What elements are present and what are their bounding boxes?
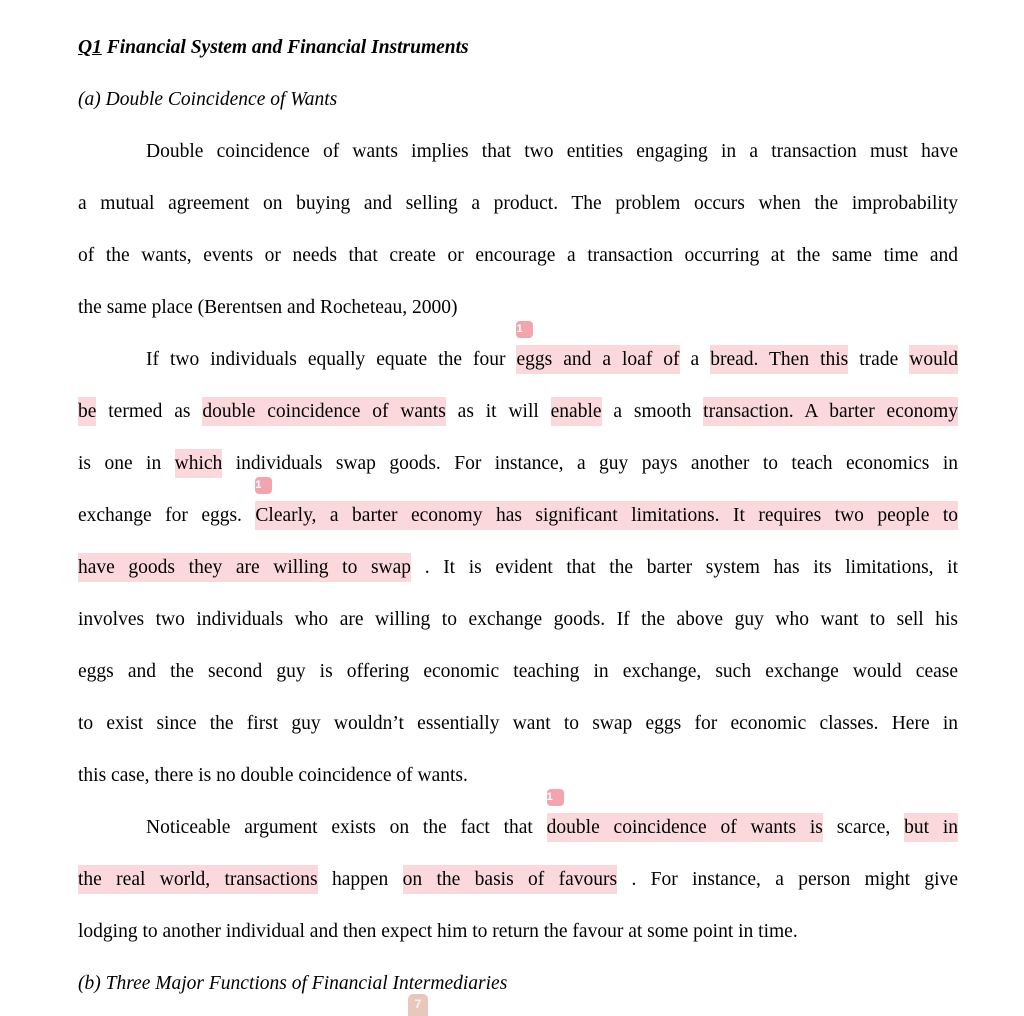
- similarity-highlight[interactable]: double coincidence of wants is 1: [547, 813, 823, 842]
- text-line: [78, 791, 959, 854]
- text-segment: . It is evident that the barter system has its limitations, it: [424, 557, 959, 578]
- text-line: [78, 698, 958, 750]
- text-line: [78, 854, 958, 906]
- text-segment: lodging to another individual and then expect him to return the favour at some point in time.: [78, 921, 798, 942]
- text-segment: as it will: [457, 401, 551, 422]
- text-segment: eggs and the second guy is offering economic teaching in exchange, such exchange would cease: [78, 661, 958, 682]
- text-segment: of the wants, events or needs that create or encourage a transaction occurring at the same time and: [78, 245, 958, 266]
- text-segment: scarce,: [836, 817, 905, 838]
- similarity-highlight[interactable]: would: [909, 345, 958, 374]
- text-line: [78, 479, 959, 542]
- text-segment: involves two individuals who are willing to exchange goods. If the above guy who want to sell his: [78, 609, 958, 630]
- text-segment: to exist since the first guy wouldn’t essentially want to swap eggs for economic classes. Here in: [78, 713, 958, 734]
- similarity-highlight[interactable]: transaction. A barter economy: [703, 397, 958, 426]
- text-segment: Noticeable argument exists on the fact that: [146, 817, 547, 838]
- similarity-highlight[interactable]: which: [175, 449, 223, 478]
- similarity-highlight[interactable]: be: [78, 397, 96, 426]
- text-segment: Double coincidence of wants implies that two entities engaging in a transaction must have: [146, 141, 958, 162]
- text-segment: (a) Double Coincidence of Wants: [78, 89, 338, 110]
- text-line: [78, 594, 958, 646]
- text-segment: Q1: [78, 37, 102, 58]
- text-segment: the same place (Berentsen and Rocheteau, 2000): [78, 297, 458, 318]
- text-line: [78, 542, 958, 594]
- subheading: [78, 74, 958, 126]
- text-line: [78, 178, 958, 230]
- similarity-highlight[interactable]: double coincidence of wants: [202, 397, 445, 426]
- text-segment: this case, there is no double coincidence of wants.: [78, 765, 468, 786]
- text-line: [78, 646, 958, 698]
- similarity-badge[interactable]: 1: [516, 321, 533, 338]
- text-line: [78, 323, 958, 386]
- text-segment: a smooth: [613, 401, 704, 422]
- subheading: [78, 958, 958, 1010]
- text-line: [78, 906, 958, 958]
- text-segment: exchange for eggs.: [78, 505, 256, 526]
- text-segment: . For instance, a person might give: [631, 869, 959, 890]
- similarity-highlight[interactable]: eggs and a loaf of 1: [516, 345, 679, 374]
- text-segment: happen: [331, 869, 403, 890]
- heading: [78, 22, 958, 74]
- similarity-highlight[interactable]: but in: [904, 813, 958, 842]
- text-segment: trade: [859, 349, 910, 370]
- similarity-highlight[interactable]: Clearly, a barter economy has significant limitations. It requires two people to 1: [255, 501, 958, 530]
- text-segment: individuals swap goods. For instance, a guy pays another to teach economics in: [235, 453, 958, 474]
- text-segment: Financial System and Financial Instruments: [106, 37, 469, 58]
- text-line: [78, 750, 958, 802]
- text-line: [78, 126, 958, 178]
- similarity-highlight[interactable]: bread. Then this: [710, 345, 848, 374]
- similarity-badge[interactable]: 1: [255, 477, 272, 494]
- text-segment: (b) Three Major Functions of Financial Intermediaries: [78, 973, 508, 994]
- text-segment: is one in: [78, 453, 175, 474]
- similarity-highlight[interactable]: the real world, transactions: [78, 865, 318, 894]
- similarity-highlight[interactable]: on the basis of favours: [403, 865, 617, 894]
- text-segment: a: [690, 349, 711, 370]
- text-line: [78, 386, 958, 438]
- similarity-highlight[interactable]: have goods they are willing to swap: [78, 553, 411, 582]
- text-line: [78, 438, 958, 490]
- text-line: [78, 230, 958, 282]
- text-segment: termed as: [108, 401, 203, 422]
- similarity-highlight[interactable]: enable: [551, 397, 602, 426]
- similarity-badge[interactable]: 1: [547, 789, 564, 806]
- text-segment: If two individuals equally equate the four: [146, 349, 517, 370]
- text-segment: a mutual agreement on buying and selling a product. The problem occurs when the improbability: [78, 193, 958, 214]
- similarity-badge-7[interactable]: 7: [408, 994, 428, 1016]
- document-content: [78, 22, 958, 1010]
